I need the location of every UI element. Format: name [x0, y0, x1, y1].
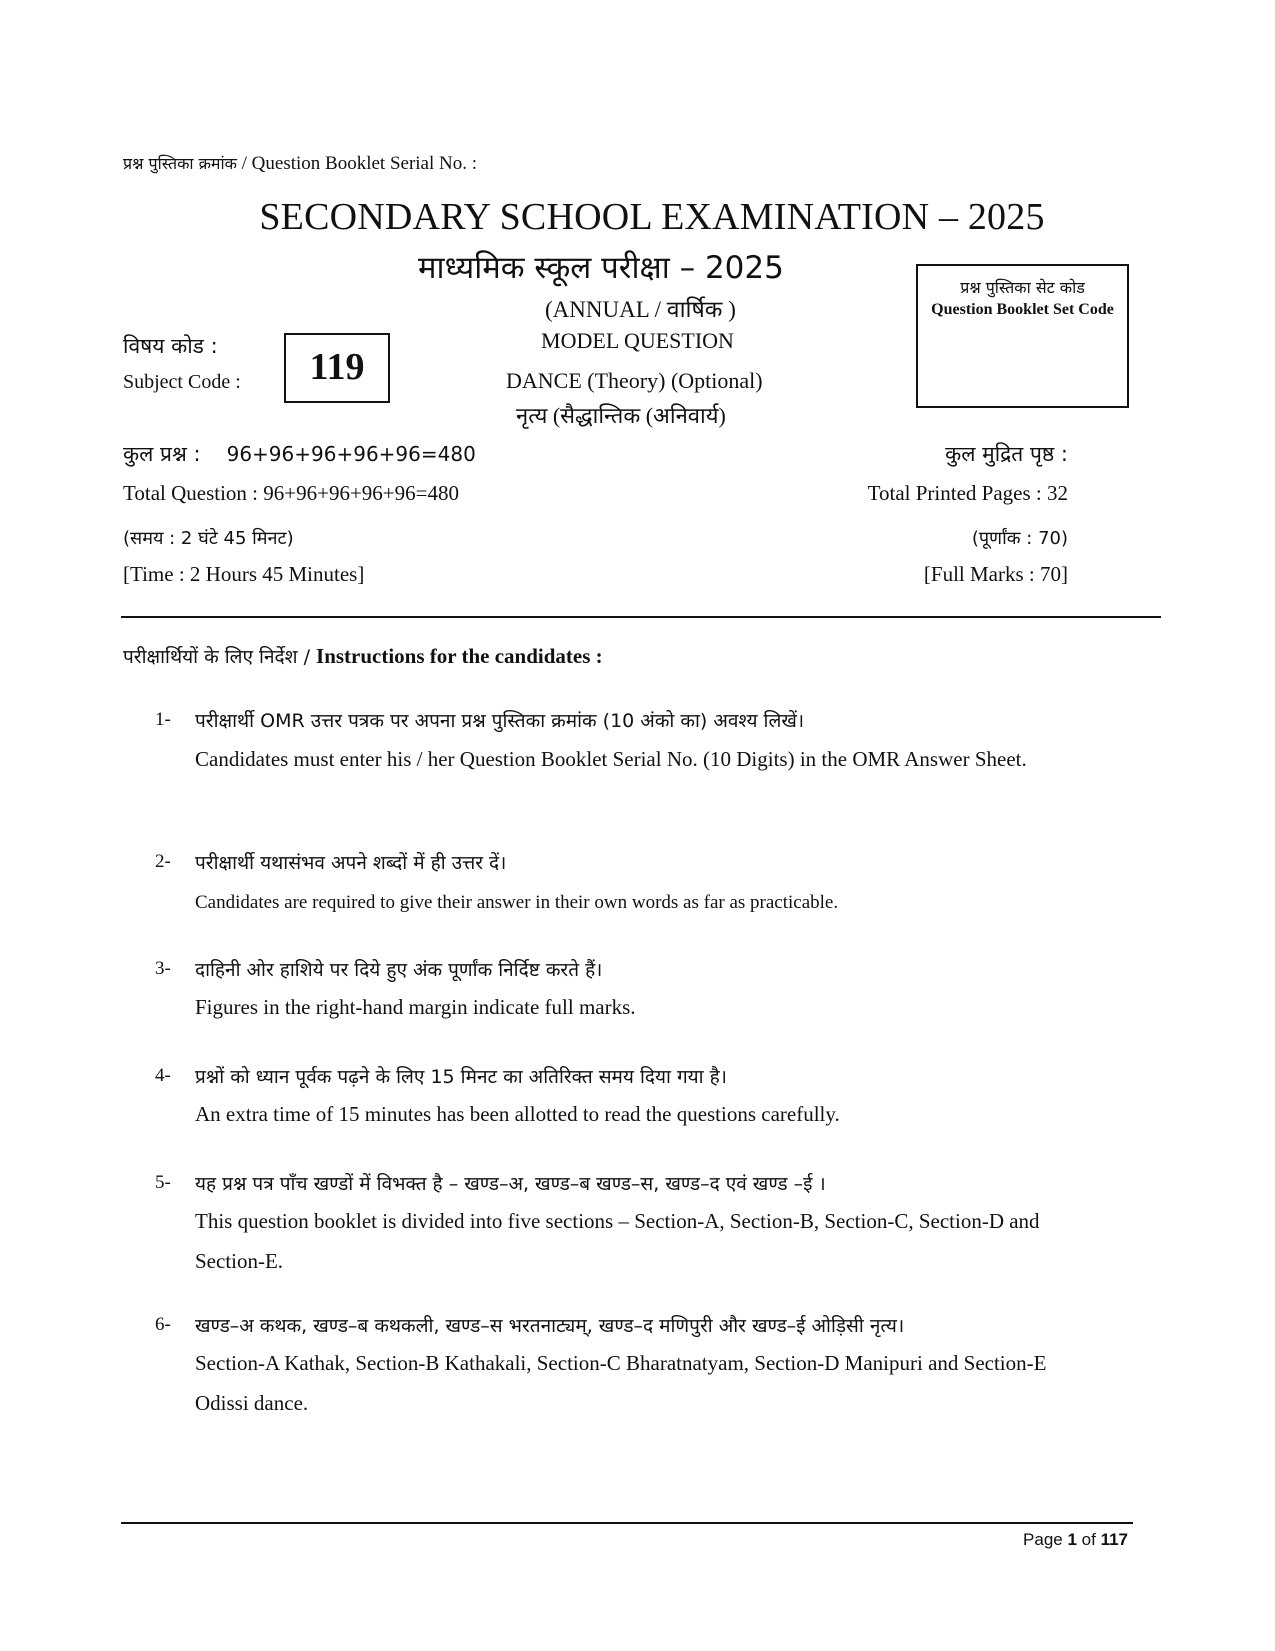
- instruction-en: An extra time of 15 minutes has been allotted to read the questions carefully.: [195, 1102, 840, 1126]
- booklet-serial-label: [123, 152, 477, 175]
- time-hi: (समय : 2 घंटे 45 मिनट): [123, 528, 294, 549]
- set-code-label-hi: प्रश्न पुस्तिका सेट कोड: [960, 278, 1085, 297]
- page-of-word: of: [1076, 1530, 1101, 1549]
- subject-name-hi: नृत्य (सैद्धान्तिक (अनिवार्य): [516, 403, 726, 428]
- instruction-number: 4-: [155, 1065, 171, 1086]
- instructions-heading-hi: परीक्षार्थियों के लिए निर्देश /: [123, 646, 317, 668]
- time-en: [Time : 2 Hours 45 Minutes]: [123, 562, 365, 586]
- full-marks-en: [Full Marks : 70]: [923, 562, 1068, 586]
- model-question-label: MODEL QUESTION: [541, 328, 734, 353]
- printed-pages-hi: कुल मुद्रित पृष्ठ :: [945, 442, 1068, 466]
- footer-divider: [121, 1522, 1133, 1524]
- instruction-hi: यह प्रश्न पत्र पाँच खण्डों में विभक्त है – खण्ड–अ, खण्ड–ब खण्ड–स, खण्ड–द एवं खण्ड –ई ।: [195, 1173, 826, 1195]
- instruction-number: 6-: [155, 1314, 171, 1335]
- set-code-label-en: Question Booklet Set Code: [931, 301, 1114, 318]
- instruction-en: Candidates must enter his / her Question Booklet Serial No. (10 Digits) in the OMR Answer Sheet.: [195, 747, 1027, 771]
- instruction-hi: प्रश्नों को ध्यान पूर्वक पढ़ने के लिए 15 मिनट का अतिरिक्त समय दिया गया है।: [195, 1066, 727, 1088]
- exam-title-hi: माध्यमिक स्कूल परीक्षा – 2025: [418, 250, 784, 286]
- page-current: 1: [1067, 1530, 1077, 1549]
- exam-title-en: SECONDARY SCHOOL EXAMINATION – 2025: [259, 196, 1045, 238]
- instruction-en: Figures in the right-hand margin indicate full marks.: [195, 995, 636, 1019]
- instruction-number: 5-: [155, 1172, 171, 1193]
- page-word: Page: [1023, 1530, 1068, 1549]
- annual-label: (ANNUAL / वार्षिक ): [545, 297, 736, 322]
- instruction-en: This question booklet is divided into five sections – Section-A, Section-B, Section-C, Section-D and Section-E.: [195, 1209, 1040, 1273]
- full-marks-hi: (पूर्णांक : 70): [971, 528, 1068, 549]
- instruction-number: 2-: [155, 851, 171, 872]
- instruction-hi: दाहिनी ओर हाशिये पर दिये हुए अंक पूर्णांक निर्दिष्ट करते हैं।: [195, 959, 603, 981]
- subject-code-box: 119: [284, 333, 390, 403]
- instruction-hi: परीक्षार्थी OMR उत्तर पत्रक पर अपना प्रश्न पुस्तिका क्रमांक (10 अंको का) अवश्य लिखें।: [195, 710, 805, 732]
- booklet-serial-hi: प्रश्न पुस्तिका क्रमांक: [123, 154, 237, 173]
- instructions-heading-en: Instructions for the candidates :: [316, 644, 603, 668]
- instruction-number: 3-: [155, 958, 171, 979]
- booklet-serial-en: / Question Booklet Serial No. :: [236, 153, 478, 174]
- subject-name-en: DANCE (Theory) (Optional): [506, 368, 763, 393]
- printed-pages-en: Total Printed Pages : 32: [867, 481, 1068, 505]
- subject-code-label-hi: विषय कोड :: [123, 334, 218, 358]
- header-divider: [121, 616, 1161, 618]
- instructions-heading: [123, 643, 603, 669]
- instruction-number: 1-: [155, 709, 171, 730]
- total-questions-hi-value: 96+96+96+96+96=480: [226, 442, 476, 466]
- set-code-box: [916, 264, 1129, 408]
- page-number: [1023, 1530, 1128, 1550]
- total-questions-hi-label: कुल प्रश्न :: [123, 442, 201, 466]
- instruction-en: Candidates are required to give their answer in their own words as far as practicable.: [195, 892, 839, 913]
- instruction-hi: परीक्षार्थी यथासंभव अपने शब्दों में ही उत्तर दें।: [195, 852, 507, 874]
- page-total: 117: [1100, 1530, 1128, 1549]
- subject-code-label-en: Subject Code :: [123, 371, 241, 393]
- total-questions-hi: [123, 440, 476, 468]
- total-questions-en: Total Question : 96+96+96+96+96=480: [123, 481, 459, 505]
- instruction-en: Section-A Kathak, Section-B Kathakali, Section-C Bharatnatyam, Section-D Manipuri and Section-E Odissi dance.: [195, 1351, 1047, 1415]
- instruction-hi: खण्ड–अ कथक, खण्ड–ब कथकली, खण्ड–स भरतनाट्यम्, खण्ड–द मणिपुरी और खण्ड–ई ओड़िसी नृत्य।: [195, 1315, 905, 1337]
